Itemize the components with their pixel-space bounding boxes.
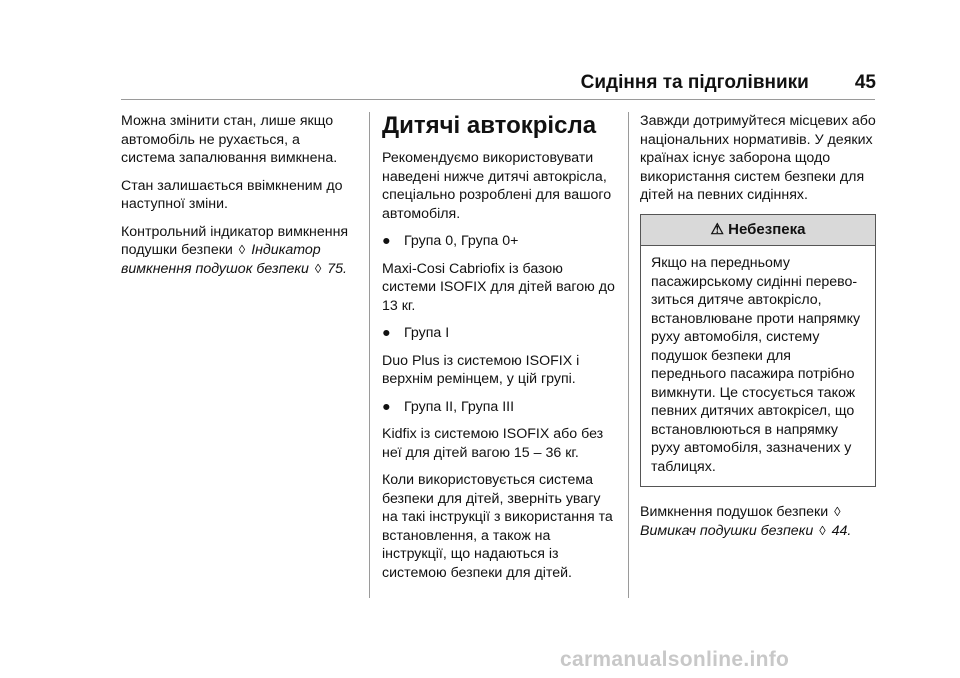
reference-text: Контрольний індикатор вимкнення подушки безпеки (121, 223, 349, 258)
group-description: Maxi-Cosi Cabriofix із базою системи ISOFIX для дітей вагою до 13 кг. (382, 260, 615, 314)
paragraph-with-reference (640, 503, 876, 540)
bullet-icon: ● (382, 398, 391, 415)
paragraph: Рекомендуємо використовувати наведені нижче дитячі автокрісла, спеціально розроблені для вашого автомобіля. (382, 150, 612, 222)
page-reference-icon: ◊ (819, 522, 826, 538)
cross-reference-page[interactable]: 44. (831, 522, 852, 539)
warning-triangle-icon: ⚠ (710, 220, 724, 238)
paragraph-with-reference (121, 223, 357, 279)
warning-header (641, 215, 875, 247)
bullet-icon: ● (382, 325, 391, 341)
group-description: Duo Plus із системою ISOFIX і верхнім ремінцем, у цій групі. (382, 352, 580, 387)
group-label: Група I (404, 325, 450, 341)
paragraph: Стан залишається ввімкненим до наступної зміни. (121, 177, 343, 212)
section-title: Сидіння та підголівники (580, 72, 809, 93)
cross-reference-link[interactable]: Індикатор вимкнення подушок безпеки (121, 242, 321, 277)
group-label: Група II, Група III (404, 398, 515, 415)
column-1 (121, 112, 357, 287)
header-rule (121, 99, 875, 100)
cross-reference-link[interactable]: Вимикач подушки безпеки (640, 522, 814, 539)
warning-text: Якщо на передньому пасажирському сидінні перево-зиться дитяче автокрісло, встановлюване проти напрямку руху автомобіля, систему подушок безпеки для переднього пасажира потрібно вимкнути. Це стосується також певних дитячих автокрісел, що встановлюються в напрямку руху автомобіля, зазначених у таблицях. (651, 255, 861, 475)
reference-text: Вимкнення подушок безпеки (640, 504, 829, 520)
column-divider (369, 112, 370, 598)
list-item (382, 398, 618, 417)
column-divider (628, 112, 629, 598)
page-header (581, 72, 876, 94)
warning-title: Небезпека (728, 220, 806, 238)
column-2 (382, 112, 618, 591)
warning-box (640, 214, 876, 488)
group-description: Kidfix із системою ISOFIX або без неї для дітей вагою 15 – 36 кг. (382, 426, 604, 461)
section-heading: Дитячі автокрісла (382, 112, 597, 139)
page-reference-icon: ◊ (314, 260, 322, 276)
paragraph: Завжди дотримуйтеся місцевих або національних нормативів. У деяких країнах існує заборона щодо використання систем безпеки для дітей на певних сидіннях. (640, 113, 876, 203)
page-number: 45 (854, 72, 876, 93)
paragraph: Коли використовується система безпеки для дітей, зверніть увагу на такі інструкції з використання та встановлення, а також на інструкції, що надаються із системою безпеки для дітей. (382, 472, 613, 581)
bullet-icon: ● (382, 233, 391, 249)
list-item (382, 232, 618, 251)
paragraph: Можна змінити стан, лише якщо автомобіль не рухається, а система запалювання вимкнена. (121, 113, 338, 166)
group-label: Група 0, Група 0+ (404, 233, 519, 249)
page-reference-icon: ◊ (238, 242, 246, 257)
page-reference-icon: ◊ (834, 504, 841, 519)
watermark-text: carmanualsonline.info (560, 648, 790, 671)
cross-reference-page[interactable]: 75. (327, 260, 348, 277)
column-3 (640, 112, 876, 549)
list-item (382, 324, 618, 343)
